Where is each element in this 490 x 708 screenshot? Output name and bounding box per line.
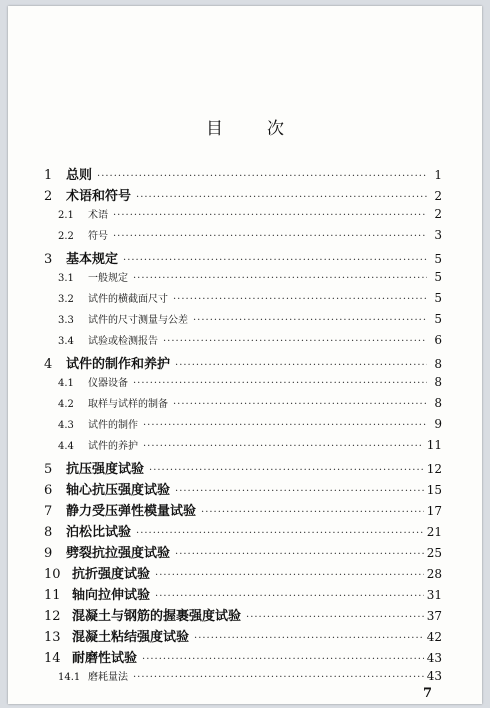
toc-entry-number: 4.2 — [58, 399, 74, 410]
toc-leader-dots — [123, 255, 427, 266]
toc-entry-title: 磨耗量法 — [88, 672, 128, 683]
toc-entry-page: 11 — [426, 438, 442, 452]
toc-entry-number: 2 — [44, 189, 53, 204]
toc-entry-title: 劈裂抗拉强度试验 — [66, 546, 171, 561]
toc-section-entry — [58, 290, 442, 310]
toc-leader-dots — [173, 294, 427, 305]
toc-section-entry — [58, 269, 442, 289]
toc-entry-title: 试件的横截面尺寸 — [88, 294, 168, 305]
toc-entry-title: 抗折强度试验 — [72, 567, 151, 582]
toc-chapter-entry — [44, 521, 442, 541]
toc-entry-title: 轴向拉伸试验 — [72, 588, 151, 603]
toc-entry-number: 11 — [44, 588, 61, 603]
toc-entry-page: 5 — [434, 312, 442, 326]
document-page — [8, 6, 482, 704]
toc-leader-dots — [136, 192, 427, 203]
toc-leader-dots — [142, 654, 424, 665]
toc-entry-page: 43 — [426, 651, 442, 665]
toc-entry-page: 6 — [434, 333, 442, 347]
toc-chapter-entry — [44, 479, 442, 499]
toc-entry-number: 9 — [44, 546, 53, 561]
toc-entry-number: 14.1 — [58, 672, 81, 683]
toc-leader-dots — [175, 486, 424, 497]
toc-entry-number: 7 — [44, 504, 53, 519]
toc-section-entry — [58, 668, 442, 688]
toc-chapter-entry — [44, 458, 442, 478]
toc-leader-dots — [155, 591, 424, 602]
title-char-2: 次 — [267, 119, 284, 139]
toc-entry-title: 术语和符号 — [66, 189, 132, 204]
toc-chapter-entry — [44, 584, 442, 604]
toc-section-entry — [58, 395, 442, 415]
toc-leader-dots — [136, 528, 424, 539]
toc-entry-number: 1 — [44, 168, 53, 183]
toc-entry-number: 4.3 — [58, 420, 74, 431]
toc-entry-title: 试件的养护 — [88, 441, 138, 452]
toc-chapter-entry — [44, 542, 442, 562]
toc-entry-number: 3.2 — [58, 294, 74, 305]
toc-leader-dots — [133, 273, 427, 284]
toc-entry-title: 试件的尺寸测量与公差 — [88, 315, 188, 326]
toc-entry-page: 2 — [434, 207, 442, 221]
toc-chapter-entry — [44, 164, 442, 184]
toc-entry-number: 12 — [44, 609, 61, 624]
toc-entry-number: 2.1 — [58, 210, 74, 221]
toc-entry-title: 轴心抗压强度试验 — [66, 483, 171, 498]
toc-chapter-entry — [44, 353, 442, 373]
toc-entry-title: 静力受压弹性模量试验 — [66, 504, 197, 519]
toc-leader-dots — [194, 633, 424, 644]
toc-entry-number: 6 — [44, 483, 53, 498]
toc-entry-page: 31 — [426, 588, 442, 602]
title-char-1: 目 — [206, 119, 223, 139]
toc-leader-dots — [246, 612, 424, 623]
toc-entry-title: 基本规定 — [66, 252, 119, 267]
toc-entry-page: 8 — [434, 357, 442, 371]
toc-leader-dots — [133, 672, 424, 683]
toc-entry-page: 5 — [434, 252, 442, 266]
toc-entry-number: 10 — [44, 567, 61, 582]
toc-entry-page: 8 — [434, 375, 442, 389]
toc-chapter-entry — [44, 248, 442, 268]
toc-entry-title: 总则 — [66, 168, 93, 183]
toc-leader-dots — [163, 336, 427, 347]
toc-section-entry — [58, 206, 442, 226]
toc-entry-title: 混凝土与钢筋的握裹强度试验 — [72, 609, 242, 624]
toc-leader-dots — [175, 360, 427, 371]
toc-chapter-entry — [44, 605, 442, 625]
toc-entry-title: 术语 — [88, 210, 108, 221]
toc-entry-title: 试验或检测报告 — [88, 336, 158, 347]
toc-entry-page: 17 — [426, 504, 442, 518]
toc-entry-page: 3 — [434, 228, 442, 242]
toc-entry-page: 1 — [434, 168, 442, 182]
toc-entry-page: 21 — [426, 525, 442, 539]
toc-entry-number: 3.3 — [58, 315, 74, 326]
toc-entry-page: 5 — [434, 270, 442, 284]
toc-leader-dots — [173, 399, 427, 410]
toc-entry-title: 仪器设备 — [88, 378, 128, 389]
toc-section-entry — [58, 437, 442, 457]
toc-leader-dots — [133, 378, 427, 389]
page-title — [8, 114, 482, 139]
toc-entry-number: 4.1 — [58, 378, 74, 389]
toc-chapter-entry — [44, 185, 442, 205]
toc-entry-page: 25 — [426, 546, 442, 560]
toc-entry-page: 12 — [426, 462, 442, 476]
toc-entry-page: 2 — [434, 189, 442, 203]
toc-entry-page: 42 — [426, 630, 442, 644]
toc-entry-page: 8 — [434, 396, 442, 410]
toc-leader-dots — [113, 210, 427, 221]
toc-chapter-entry — [44, 563, 442, 583]
toc-entry-title: 抗压强度试验 — [66, 462, 145, 477]
toc-chapter-entry — [44, 647, 442, 667]
toc-entry-page: 28 — [426, 567, 442, 581]
toc-section-entry — [58, 311, 442, 331]
toc-entry-number: 4.4 — [58, 441, 74, 452]
toc-entry-number: 14 — [44, 651, 61, 666]
toc-section-entry — [58, 227, 442, 247]
toc-leader-dots — [113, 231, 427, 242]
page-number: 7 — [423, 686, 433, 701]
toc-entry-number: 5 — [44, 462, 53, 477]
toc-leader-dots — [97, 171, 427, 182]
toc-section-entry — [58, 374, 442, 394]
toc-entry-number: 3.1 — [58, 273, 74, 284]
toc-entry-page: 9 — [434, 417, 442, 431]
toc-leader-dots — [175, 549, 424, 560]
toc-entry-number: 8 — [44, 525, 53, 540]
toc-entry-title: 一般规定 — [88, 273, 128, 284]
toc-entry-number: 3 — [44, 252, 53, 267]
toc-entry-page: 37 — [426, 609, 442, 623]
toc-entry-title: 符号 — [88, 231, 108, 242]
toc-entry-number: 4 — [44, 357, 53, 372]
toc-leader-dots — [155, 570, 424, 581]
toc-entry-title: 取样与试样的制备 — [88, 399, 168, 410]
toc-entry-page: 5 — [434, 291, 442, 305]
toc-leader-dots — [201, 507, 424, 518]
toc-leader-dots — [193, 315, 427, 326]
toc-entry-number: 2.2 — [58, 231, 74, 242]
toc-entry-title: 试件的制作 — [88, 420, 138, 431]
toc-leader-dots — [143, 441, 424, 452]
toc-entry-page: 15 — [426, 483, 442, 497]
toc-entry-page: 43 — [426, 669, 442, 683]
toc-chapter-entry — [44, 500, 442, 520]
toc-section-entry — [58, 332, 442, 352]
toc-leader-dots — [149, 465, 424, 476]
toc-chapter-entry — [44, 626, 442, 646]
toc-entry-number: 13 — [44, 630, 61, 645]
toc-entry-title: 耐磨性试验 — [72, 651, 138, 666]
toc-leader-dots — [143, 420, 427, 431]
toc-entry-title: 试件的制作和养护 — [66, 357, 171, 372]
toc-entry-title: 混凝土粘结强度试验 — [72, 630, 190, 645]
toc-entry-title: 泊松比试验 — [66, 525, 132, 540]
toc-section-entry — [58, 416, 442, 436]
toc-entry-number: 3.4 — [58, 336, 74, 347]
